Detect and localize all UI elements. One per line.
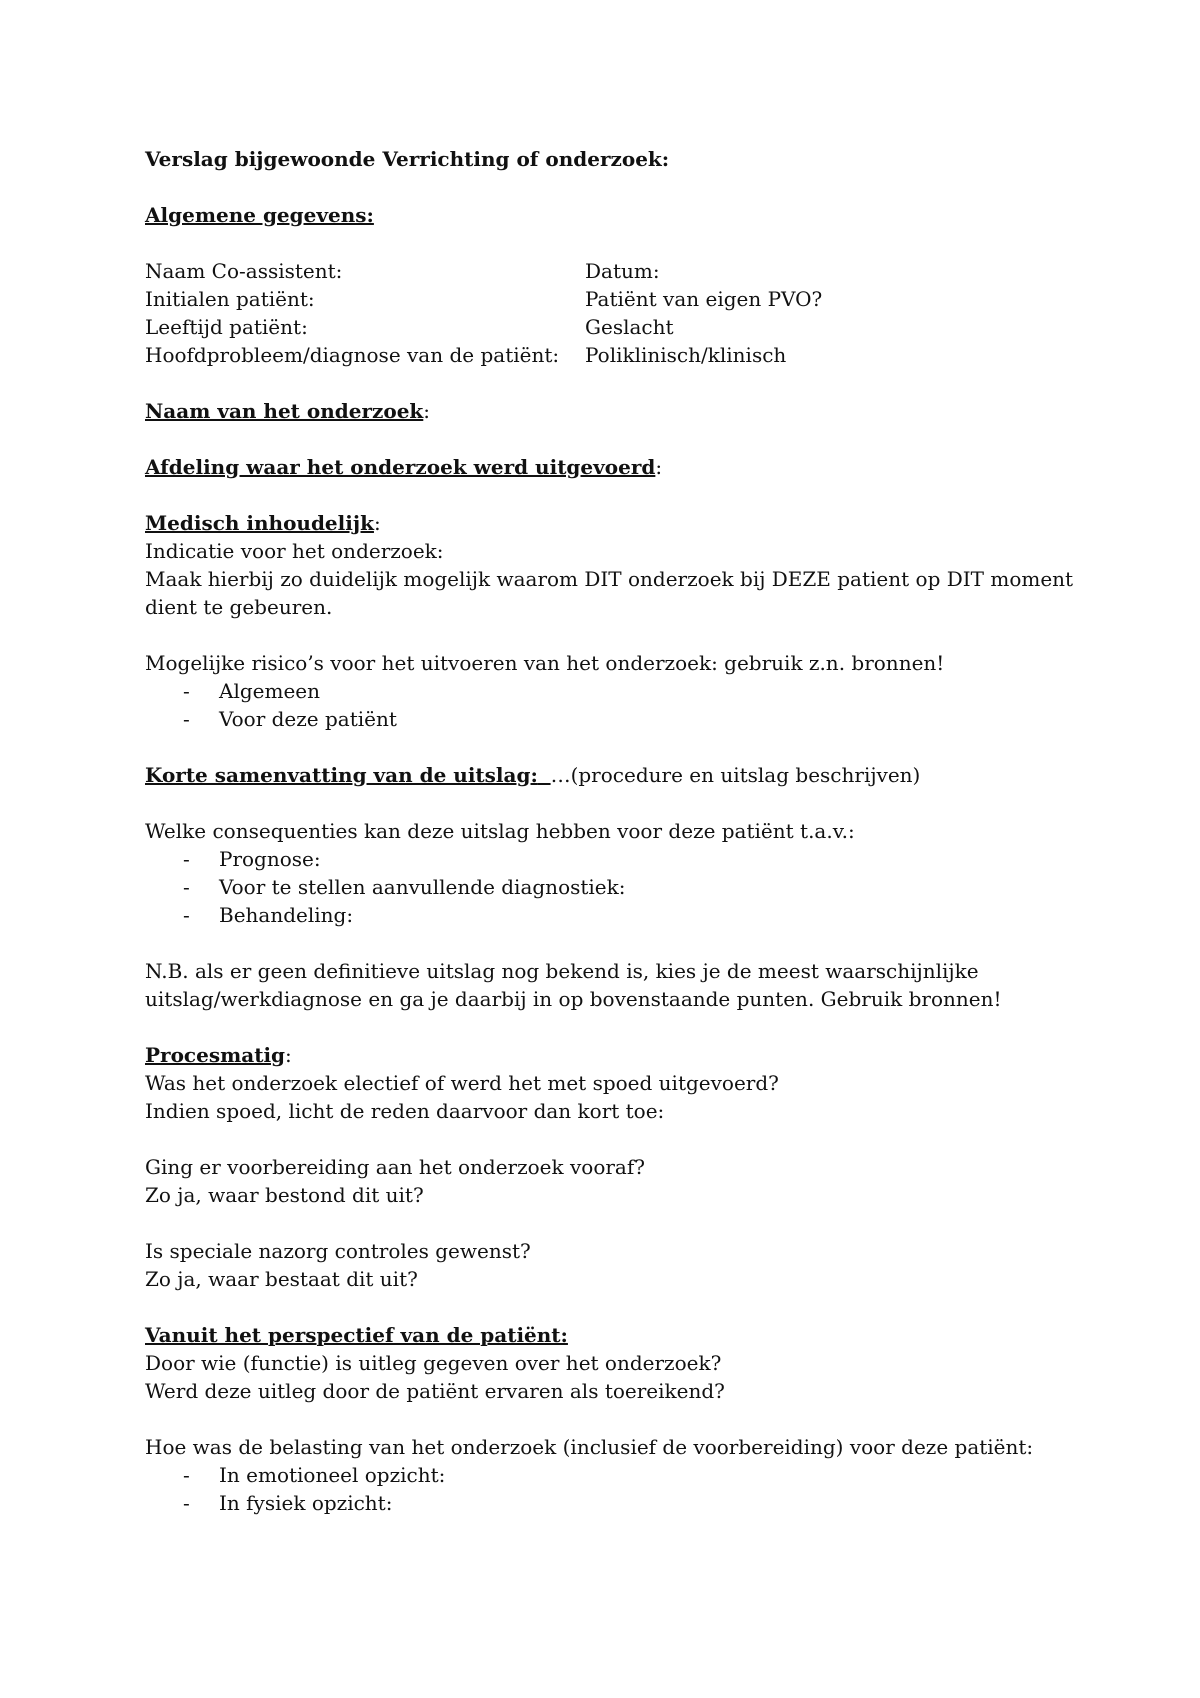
list-item-text: Algemeen xyxy=(219,679,320,703)
field-label-naam: Naam Co-assistent: xyxy=(145,259,343,283)
list-item xyxy=(145,873,1085,901)
dash-bullet: - xyxy=(183,1491,190,1515)
field-label-leeftijd: Leeftijd patiënt: xyxy=(145,315,308,339)
heading-algemene-gegevens: Algemene gegevens: xyxy=(145,203,374,227)
heading-suffix: : xyxy=(373,511,381,535)
dash-bullet: - xyxy=(183,1463,190,1487)
dash-bullet: - xyxy=(183,903,190,927)
text-line: Indien spoed, licht de reden daarvoor dan kort toe: xyxy=(145,1099,665,1123)
heading-suffix: : xyxy=(655,455,663,479)
general-data-grid xyxy=(145,257,1085,369)
heading-suffix: : xyxy=(423,399,431,423)
belasting-list xyxy=(145,1461,1085,1517)
list-item-text: In emotioneel opzicht: xyxy=(219,1463,446,1487)
heading-afdeling: Afdeling waar het onderzoek werd uitgevoerd xyxy=(145,455,656,479)
field-label-poliklinisch: Poliklinisch/klinisch xyxy=(585,343,787,367)
field-label-pvo: Patiënt van eigen PVO? xyxy=(585,287,823,311)
heading-samenvatting: Korte samenvatting van de uitslag: xyxy=(145,763,538,787)
samenvatting-rest: …(procedure en uitslag beschrijven) xyxy=(550,763,921,787)
list-item xyxy=(145,845,1085,873)
dash-bullet: - xyxy=(183,707,190,731)
field-label-datum: Datum: xyxy=(585,259,660,283)
list-item xyxy=(145,705,1085,733)
text-line: Was het onderzoek electief of werd het met spoed uitgevoerd? xyxy=(145,1071,779,1095)
list-item-text: Voor te stellen aanvullende diagnostiek: xyxy=(219,875,626,899)
text-nb: uitslag/werkdiagnose en ga je daarbij in op bovenstaande punten. Gebruik bronnen! xyxy=(145,987,1002,1011)
list-item-text: Voor deze patiënt xyxy=(219,707,397,731)
list-item xyxy=(145,901,1085,929)
document-body xyxy=(145,145,1085,1517)
heading-suffix: : xyxy=(285,1043,292,1067)
field-label-initialen: Initialen patiënt: xyxy=(145,287,315,311)
list-item-text: In fysiek opzicht: xyxy=(219,1491,393,1515)
risico-list xyxy=(145,677,1085,733)
section-procesmatig xyxy=(145,1041,1085,1069)
dash-bullet: - xyxy=(183,875,190,899)
text-nb: N.B. als er geen definitieve uitslag nog bekend is, kies je de meest waarschijnlijke xyxy=(145,959,979,983)
text-line: Werd deze uitleg door de patiënt ervaren als toereikend? xyxy=(145,1379,725,1403)
text-risico: Mogelijke risico’s voor het uitvoeren van het onderzoek: gebruik z.n. bronnen! xyxy=(145,651,945,675)
list-item xyxy=(145,677,1085,705)
list-item-text: Prognose: xyxy=(219,847,321,871)
heading-medisch: Medisch inhoudelijk xyxy=(145,511,374,535)
dash-bullet: - xyxy=(183,847,190,871)
heading-perspectief: Vanuit het perspectief van de patiënt: xyxy=(145,1323,568,1347)
underlined-spacer xyxy=(538,763,551,787)
text-consequenties: Welke consequenties kan deze uitslag hebben voor deze patiënt t.a.v.: xyxy=(145,819,855,843)
text-line: Zo ja, waar bestond dit uit? xyxy=(145,1183,424,1207)
text-line: Door wie (functie) is uitleg gegeven over het onderzoek? xyxy=(145,1351,722,1375)
field-label-geslacht: Geslacht xyxy=(585,315,674,339)
section-afdeling xyxy=(145,453,1085,481)
field-label-hoofdprobleem: Hoofdprobleem/diagnose van de patiënt: xyxy=(145,343,560,367)
dash-bullet: - xyxy=(183,679,190,703)
list-item xyxy=(145,1461,1085,1489)
text-line: Indicatie voor het onderzoek: xyxy=(145,539,444,563)
text-line: Ging er voorbereiding aan het onderzoek vooraf? xyxy=(145,1155,645,1179)
section-naam-onderzoek xyxy=(145,397,1085,425)
heading-procesmatig: Procesmatig xyxy=(145,1043,286,1067)
list-item-text: Behandeling: xyxy=(219,903,354,927)
heading-naam-onderzoek: Naam van het onderzoek xyxy=(145,399,424,423)
consequenties-list xyxy=(145,845,1085,929)
text-line: Maak hierbij zo duidelijk mogelijk waarom DIT onderzoek bij DEZE patient op DIT moment xyxy=(145,567,1074,591)
section-samenvatting xyxy=(145,761,1085,789)
text-belasting: Hoe was de belasting van het onderzoek (inclusief de voorbereiding) voor deze patiënt: xyxy=(145,1435,1034,1459)
text-line: dient te gebeuren. xyxy=(145,595,333,619)
list-item xyxy=(145,1489,1085,1517)
section-medisch xyxy=(145,509,1085,537)
text-line: Zo ja, waar bestaat dit uit? xyxy=(145,1267,418,1291)
text-line: Is speciale nazorg controles gewenst? xyxy=(145,1239,531,1263)
document-title: Verslag bijgewoonde Verrichting of onderzoek: xyxy=(145,147,670,171)
